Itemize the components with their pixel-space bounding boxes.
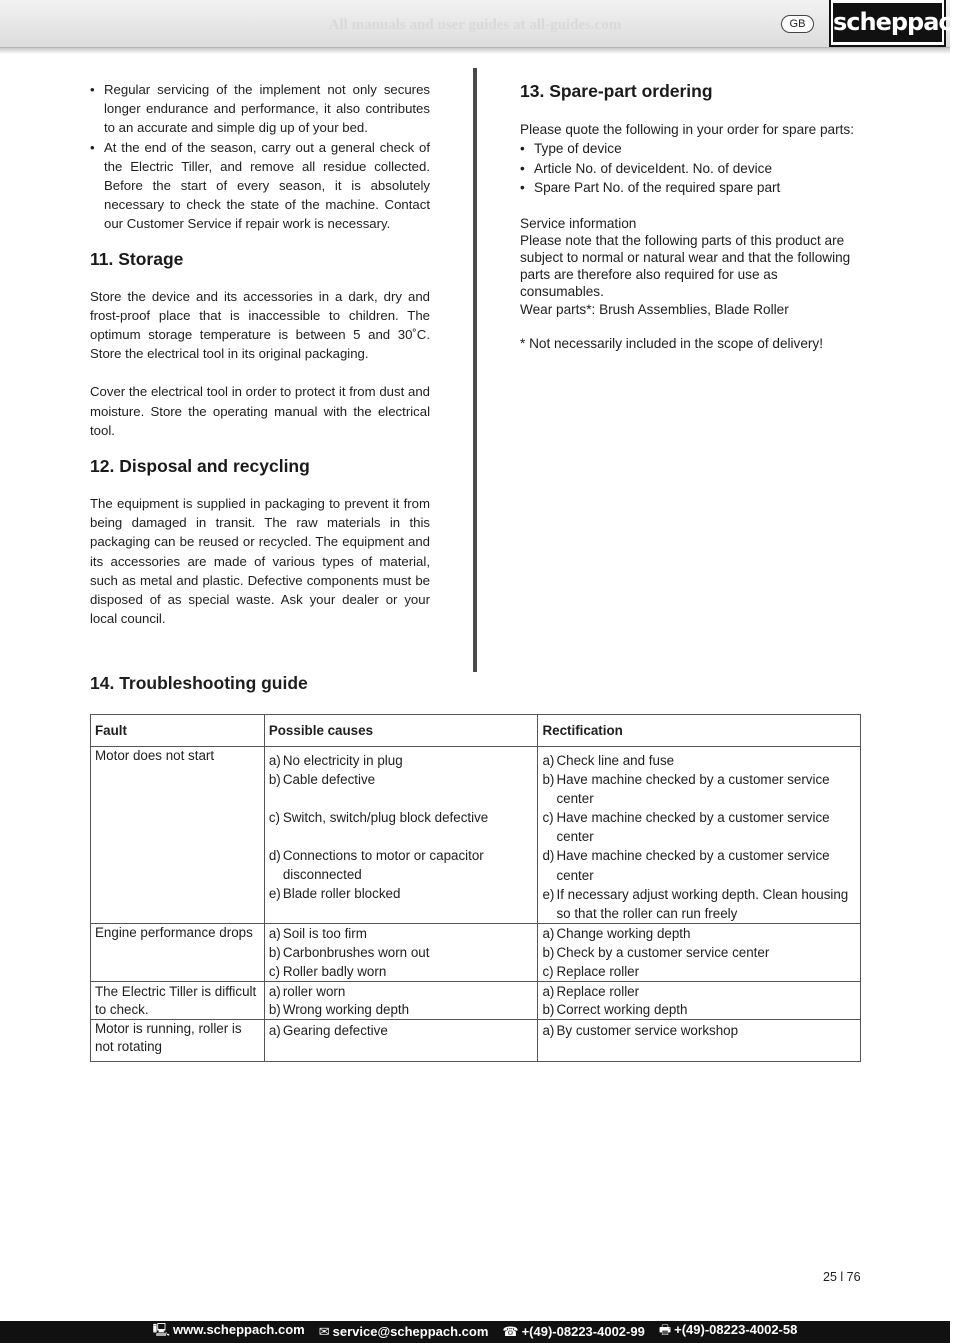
item-text: Roller badly worn [282,964,387,980]
causes-cell [264,982,538,1020]
item-label: e) [268,886,281,902]
footer-email[interactable] [319,1324,489,1340]
fix-item [542,924,856,943]
causes-cell [264,923,538,981]
fix-item [542,1001,856,1019]
cause-item [269,924,534,943]
item-text: Replace roller [556,984,640,1000]
item-text: By customer service workshop [556,1023,739,1039]
fault-cell: Motor does not start [91,747,265,924]
right-column [520,80,865,352]
item-text: Have machine checked by a customer service center [556,848,830,883]
troubleshooting-table [90,714,861,1062]
item-text: Switch, switch/plug block defective [282,810,489,826]
item-label: a) [268,925,281,941]
fault-cell: The Electric Tiller is difficult to check. [91,982,265,1020]
brand-logo-text: scheppach [833,3,942,42]
service-info-text: Please note that the following parts of this product are subject to normal or natural wear and that the following parts are therefore also required for use as consumables. [520,232,851,300]
rectification-cell [538,923,861,981]
item-text: Check line and fuse [556,753,675,768]
maintenance-bullet: • At the end of the season, carry out a general check of the Electric Tiller, and remove all residue collected. Before the start of every season, it is absolutely necessary to check the state of the machine. Contact our Customer Service if repair work is necessary. [90,138,430,234]
fix-item [542,962,856,981]
item-text: Have machine checked by a customer service center [556,810,830,845]
spare-parts-item: • Article No. of deviceIdent. No. of device [520,159,865,178]
header-shadow [0,48,950,54]
spare-parts-item: • Spare Part No. of the required spare part [520,178,865,197]
left-column [90,80,430,628]
cause-item [269,983,534,1001]
fax-text: +(49)-08223-4002-58 [674,1322,798,1337]
fix-item [542,770,856,808]
item-label: b) [542,944,555,960]
computer-icon: 🖳 [152,1322,170,1337]
cause-item [269,770,534,789]
rectification-cell [538,982,861,1020]
item-label: b) [268,772,281,788]
mail-icon: ✉ [318,1324,330,1339]
item-label: d) [268,848,281,864]
item-label: a) [542,925,555,941]
causes-cell [264,747,538,924]
fix-item [542,751,856,770]
fix-item [542,808,856,846]
item-text: Correct working depth [556,1001,688,1017]
table-row [91,982,861,1020]
causes-cell [264,1020,538,1062]
item-text: Have machine checked by a customer service center [556,772,830,807]
cause-item [269,1021,534,1040]
fax-icon: 🖶 [658,1322,672,1337]
spacer [269,827,534,846]
fix-item [542,885,856,923]
table-row [91,747,861,924]
storage-heading: 11. Storage [90,248,184,269]
cause-item [269,1001,534,1019]
page-footer [0,1321,950,1343]
item-label: a) [542,753,555,768]
item-text: Blade roller blocked [282,886,401,902]
storage-paragraph: Store the device and its accessories in a dark, dry and frost-proof place that is inaccessible to children. The optimum storage temperature is between 5 and 30˚C. Store the electrical tool in its original packaging. [90,288,430,362]
item-text: Replace roller [556,964,640,980]
spare-parts-item: • Type of device [520,139,865,158]
cause-item [269,808,534,827]
language-badge: GB [781,15,814,33]
phone-text: +(49)-08223-4002-99 [521,1324,645,1339]
item-text: If necessary adjust working depth. Clean housing so that the roller can run freely [556,886,849,921]
table-header-row [91,715,861,747]
item-label: c) [542,964,554,980]
website-text: www.scheppach.com [172,1322,305,1337]
item-label: d) [542,848,555,864]
troubleshooting-heading: 14. Troubleshooting guide [90,673,308,693]
item-text: Wrong working depth [282,1001,410,1017]
item-label: b) [268,1001,281,1017]
cause-item [269,884,534,903]
fix-item [542,983,856,1001]
cause-item [269,751,534,770]
item-label: b) [542,772,555,788]
maintenance-bullets [90,80,430,234]
item-label: c) [268,810,280,826]
header-rectification: Rectification [538,715,861,747]
item-text: Soil is too firm [282,925,367,941]
item-text: Change working depth [556,925,691,941]
fault-cell: Engine performance drops [91,923,265,981]
page-number: 25 l 76 [823,1270,861,1284]
spacer [269,789,534,808]
item-label: a) [268,984,281,1000]
table-row [91,923,861,981]
footer-phone [502,1324,644,1340]
rectification-cell [538,747,861,924]
header-causes: Possible causes [264,715,538,747]
header-fault: Fault [91,715,265,747]
disposal-paragraph: The equipment is supplied in packaging to prevent it from being damaged in transit. The raw materials in this packaging can be reused or recycled. The equipment and its accessories are made of various types of material, such as metal and plastic. Defective components must be disposed of as special waste. Ask your dealer or your local council. [90,496,430,627]
footer-website[interactable] [153,1321,305,1343]
spare-parts-heading: 13. Spare-part ordering [520,81,713,101]
disposal-heading: 12. Disposal and recycling [90,456,310,477]
item-label: c) [268,964,280,980]
item-label: c) [542,810,554,826]
service-info-heading: Service information [520,215,637,231]
storage-paragraph: Cover the electrical tool in order to protect it from dust and moisture. Store the operating manual with the electrical tool. [90,384,430,438]
spare-parts-intro: Please quote the following in your order for spare parts: [520,122,854,137]
phone-icon: ☎ [502,1324,519,1339]
item-label: a) [542,1023,555,1039]
item-text: Connections to motor or capacitor disconnected [282,848,484,883]
table-row [91,1020,861,1062]
item-label: a) [268,1023,281,1039]
cause-item [269,846,534,884]
item-label: a) [542,984,555,1000]
fix-item [542,943,856,962]
wear-parts-text: Wear parts*: Brush Assemblies, Blade Roller [520,301,789,317]
footnote-text: * Not necessarily included in the scope of delivery! [520,335,823,351]
column-divider [473,68,477,672]
item-label: b) [268,944,281,960]
spare-parts-list [520,139,865,197]
watermark-text: All manuals and user guides at all-guides.com [328,17,622,33]
fix-item [542,846,856,884]
item-text: roller worn [282,984,346,1000]
item-label: b) [542,1001,555,1017]
brand-logo [829,0,968,47]
fault-cell: Motor is running, roller is not rotating [91,1020,265,1062]
item-label: e) [542,886,555,902]
item-text: Gearing defective [282,1023,388,1039]
item-text: Cable defective [282,772,376,788]
cause-item [269,962,534,981]
cause-item [269,943,534,962]
footer-fax [659,1321,798,1343]
item-label: a) [268,753,281,768]
item-text: Check by a customer service center [556,944,770,960]
item-text: Carbonbrushes worn out [282,944,430,960]
maintenance-bullet: • Regular servicing of the implement not only secures longer endurance and performance, it also contributes to an accurate and simple dig up of your bed. [90,80,430,138]
email-text: service@scheppach.com [332,1324,489,1339]
item-text: No electricity in plug [282,753,403,768]
fix-item [542,1021,856,1040]
rectification-cell [538,1020,861,1062]
